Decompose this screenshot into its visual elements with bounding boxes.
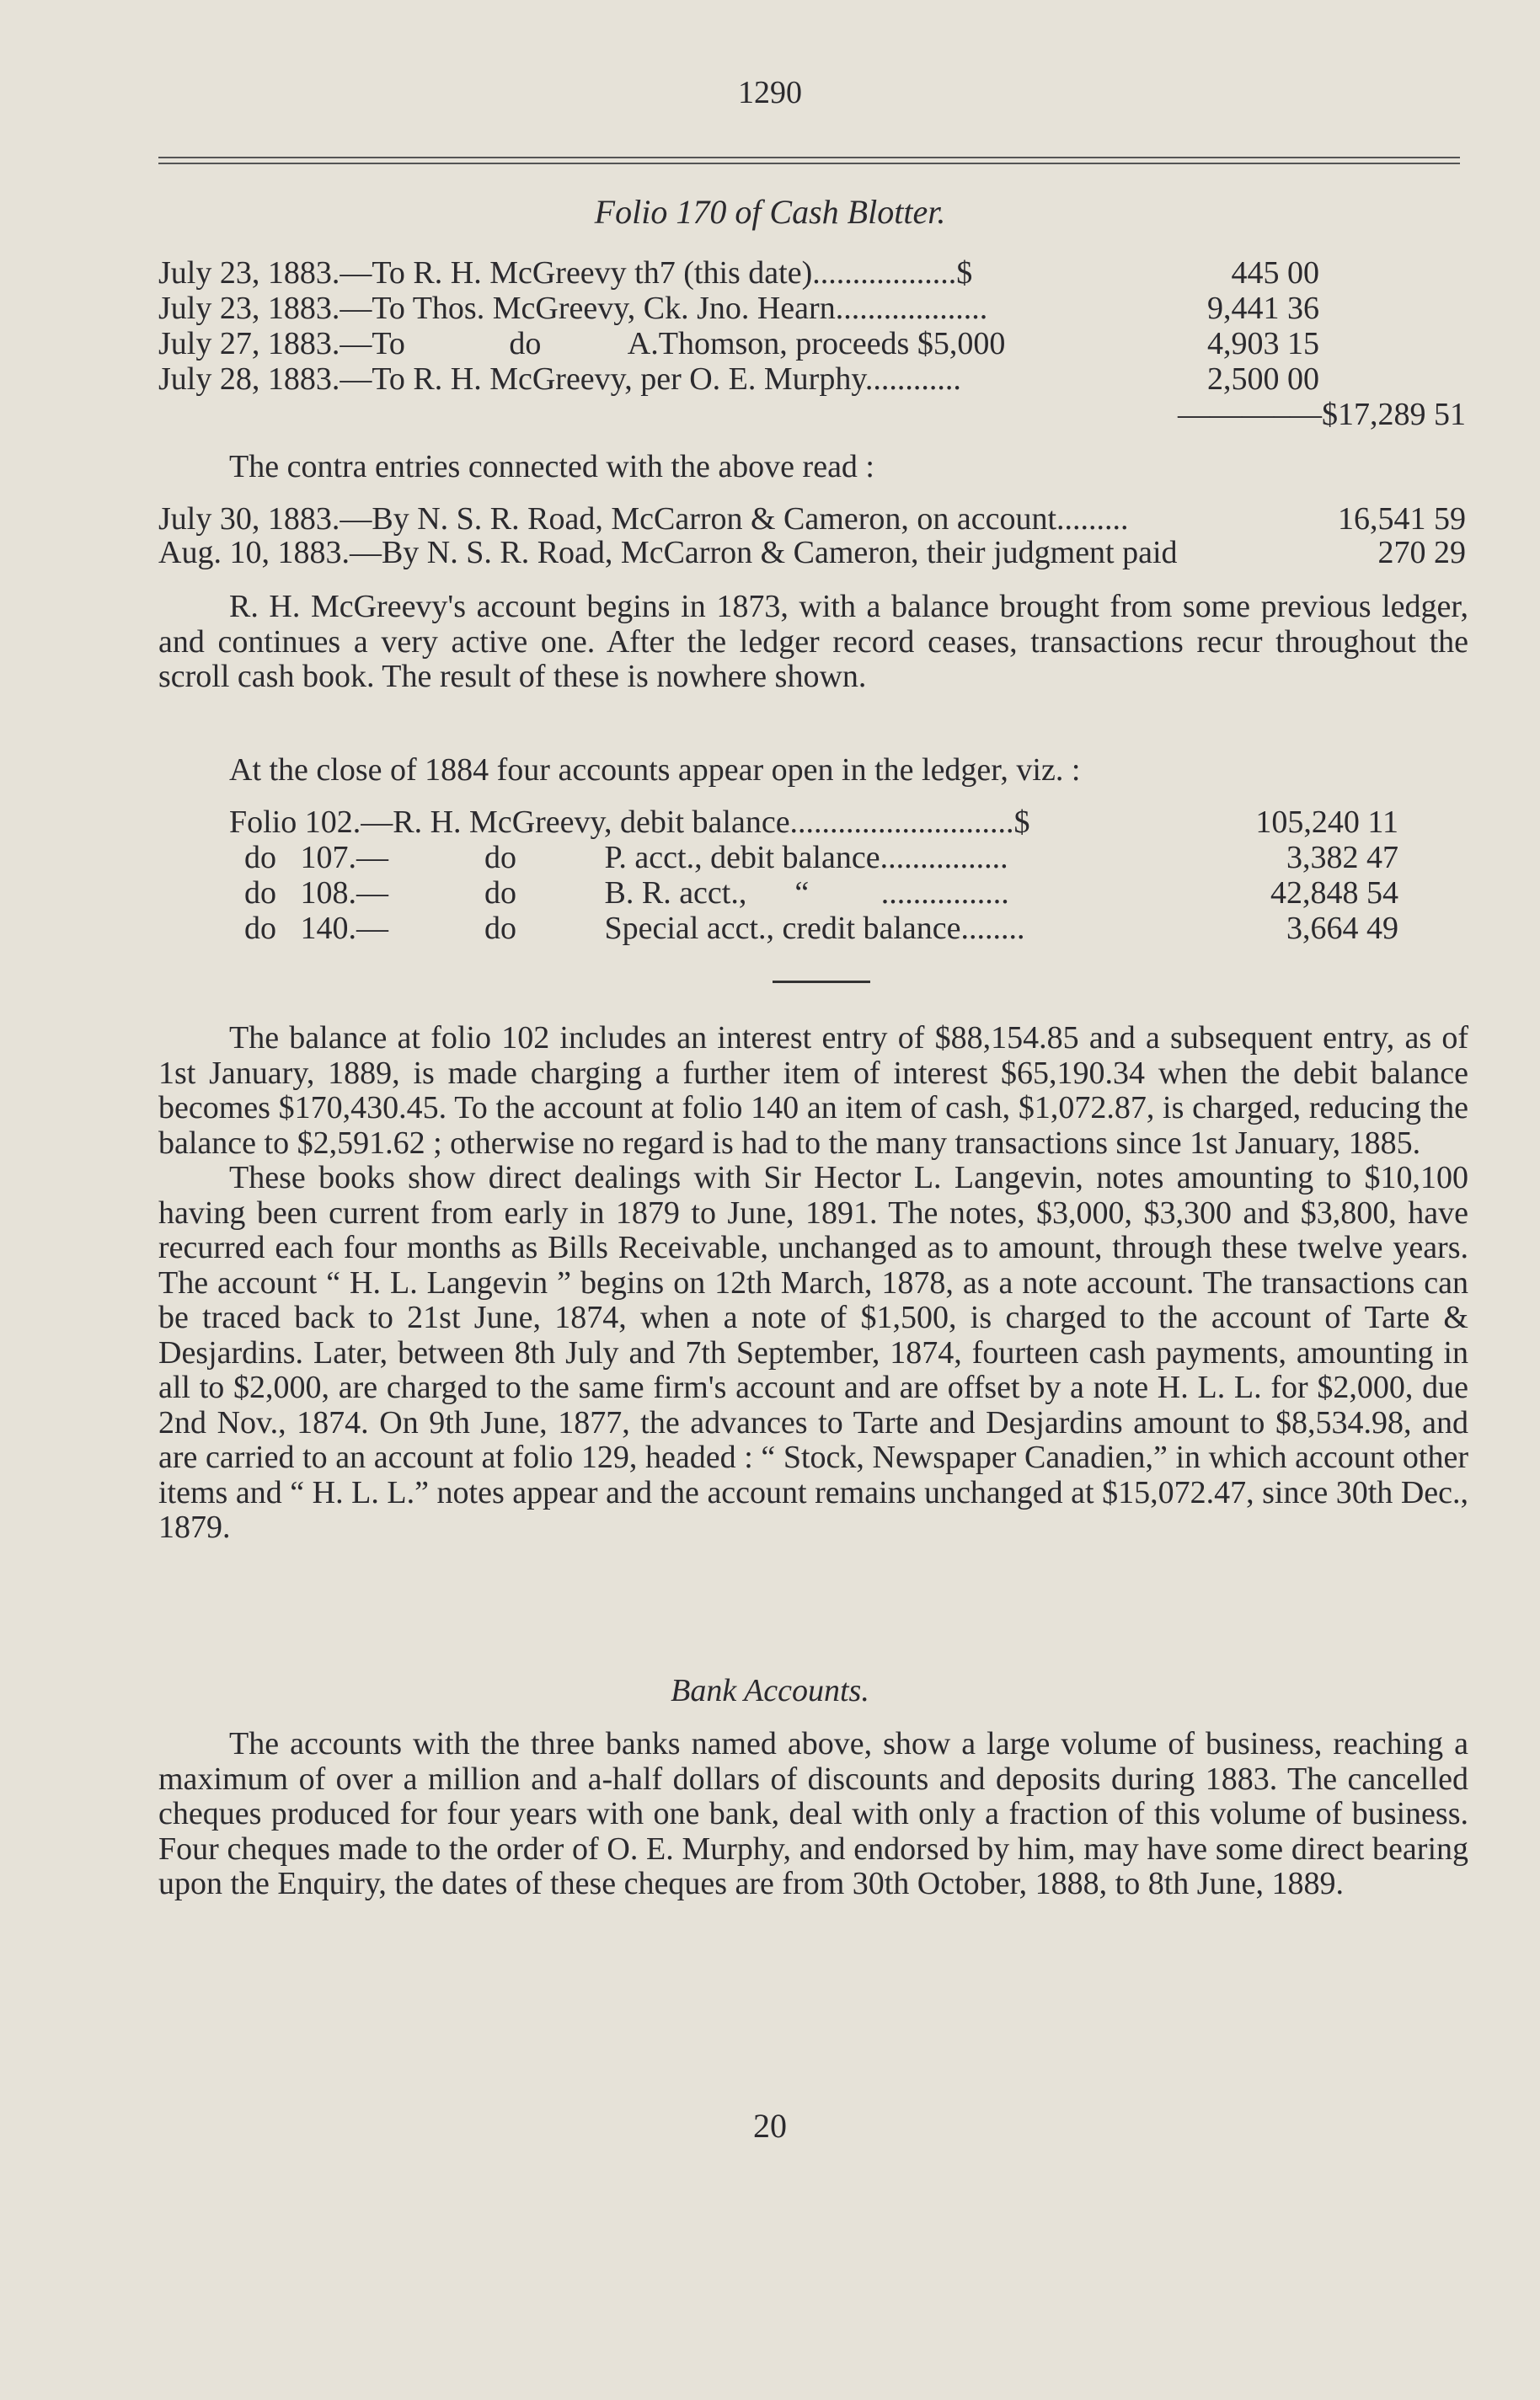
page-number-bottom: 20 [753, 2107, 787, 2145]
header-rule-bottom [158, 163, 1460, 164]
paragraph [158, 1021, 1468, 1546]
account-line: do 107.— do P. acct., debit balance................ [244, 840, 1008, 875]
paragraph-text: The accounts with the three banks named above, show a large volume of business, reaching a maximum of over a million and a-half dollars of discounts and deposits during 1883. The cancelled cheques produced for four years with one bank, deal with only a fraction of this volume of business. Four cheques made to the order of O. E. Murphy, and endorsed by him, may have some direct bearing upon the Enquiry, the dates of these cheques are from 30th October, 1888, to 8th June, 1889. [158, 1726, 1468, 1901]
entry-amount: 445 00 [1231, 255, 1319, 291]
contra-line: Aug. 10, 1883.—By N. S. R. Road, McCarron & Cameron, their judgment paid [158, 535, 1178, 570]
paragraph [158, 590, 1468, 695]
entries-total: ———–—$17,289 51 [1178, 397, 1466, 432]
accounts-intro: At the close of 1884 four accounts appear open in the ledger, viz. : [229, 752, 1081, 788]
entry-amount: 4,903 15 [1207, 326, 1319, 361]
page-number-top: 1290 [738, 75, 802, 110]
paragraph [158, 1727, 1468, 1902]
entry-line: July 23, 1883.—To Thos. McGreevy, Ck. Jno. Hearn................... [158, 291, 988, 326]
subheading: Bank Accounts. [671, 1673, 869, 1708]
contra-amount: 16,541 59 [1338, 501, 1466, 537]
account-line: do 140.— do Special acct., credit balance........ [244, 911, 1025, 946]
header-rule-top [158, 157, 1460, 158]
account-line: Folio 102.—R. H. McGreevy, debit balance............................$ [229, 804, 1030, 840]
account-amount: 3,664 49 [1286, 911, 1398, 946]
contra-amount: 270 29 [1377, 535, 1466, 570]
entry-line: July 28, 1883.—To R. H. McGreevy, per O. E. Murphy............ [158, 361, 961, 397]
account-amount: 105,240 11 [1255, 804, 1398, 840]
entry-line: July 23, 1883.—To R. H. McGreevy th7 (this date)..................$ [158, 255, 973, 291]
account-amount: 42,848 54 [1270, 875, 1398, 911]
account-amount: 3,382 47 [1286, 840, 1398, 875]
entry-amount: 2,500 00 [1207, 361, 1319, 397]
paragraph-text: R. H. McGreevy's account begins in 1873, with a balance brought from some previous ledger, and continues a very active one. After the ledger record ceases, transactions recur throughout the scroll cash book. The result of these is nowhere shown. [158, 589, 1468, 694]
section-divider [773, 981, 870, 983]
entry-amount: 9,441 36 [1207, 291, 1319, 326]
contra-intro: The contra entries connected with the above read : [229, 449, 874, 484]
paragraph-text: These books show direct dealings with Sir Hector L. Langevin, notes amounting to $10,100 having been current from early in 1879 to June, 1891. The notes, $3,000, $3,300 and $3,800, have recurred each four months as Bills Receivable, unchanged as to amount, through these twelve years. The account “ H. L. Langevin ” begins on 12th March, 1878, as a note account. The transactions can be traced back to 21st June, 1874, when a note of $1,500, is charged to the account of Tarte & Desjardins. Later, between 8th July and 7th September, 1874, fourteen cash payments, amounting in all to $2,000, are charged to the same firm's account and are offset by a note H. L. L. for $2,000, due 2nd Nov., 1874. On 9th June, 1877, the advances to Tarte and Desjardins amount to $8,534.98, and are carried to an account at folio 129, headed : “ Stock, Newspaper Canadien,” in which account other items and “ H. L. L.” notes appear and the account remains unchanged at $15,072.47, since 30th Dec., 1879. [158, 1160, 1468, 1545]
contra-line: July 30, 1883.—By N. S. R. Road, McCarron & Cameron, on account......... [158, 501, 1129, 537]
account-line: do 108.— do B. R. acct., “ ................ [244, 875, 1009, 911]
entry-line: July 27, 1883.—To do A.Thomson, proceeds $5,000 [158, 326, 1006, 361]
paragraph-text: The balance at folio 102 includes an interest entry of $88,154.85 and a subsequent entry, as of 1st January, 1889, is made charging a further item of interest $65,190.34 when the debit balance becomes $170,430.45. To the account at folio 140 an item of cash, $1,072.87, is charged, reducing the balance to $2,591.62 ; otherwise no regard is had to the many transactions since 1st January, 1885. [158, 1020, 1468, 1161]
section-heading: Folio 170 of Cash Blotter. [594, 193, 946, 231]
